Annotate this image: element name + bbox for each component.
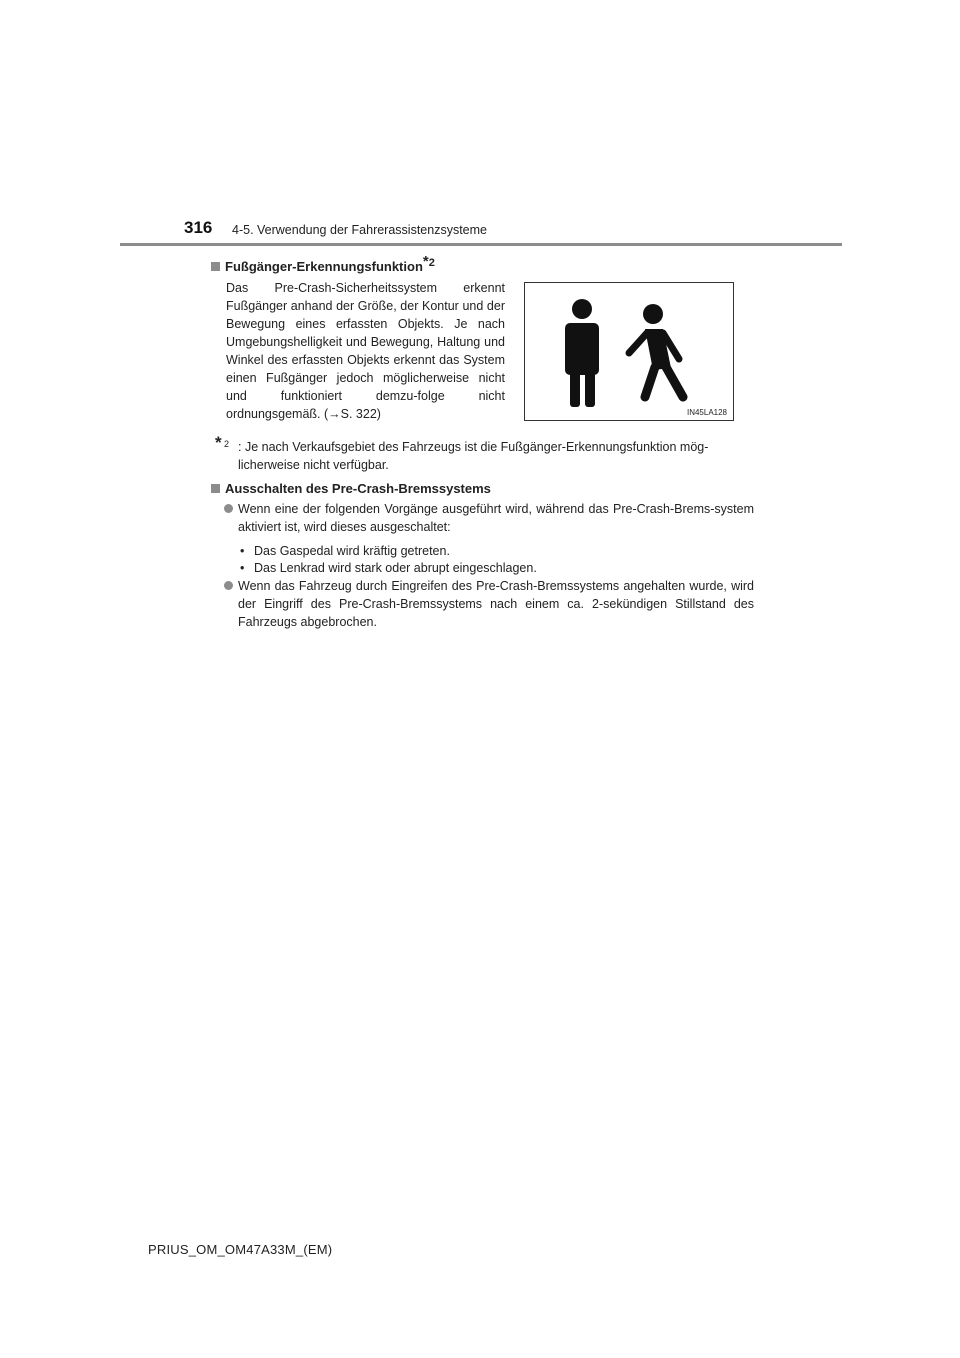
pedestrian-body-text: Das Pre-Crash-Sicherheitssystem erkennt Fußgänger anhand der Größe, der Kontur und der Bewegung eines erfassten Objekts. Je nach Umgebungshelligkeit und Bewegung, Haltung und Winkel des erfassten Objekts erkennt das System einen Fußgänger jedoch möglicherweise nicht und funktioniert demzu-folge nicht ordnungsgemäß. (→S. 322)	[226, 281, 505, 421]
disable-heading-title: Ausschalten des Pre-Crash-Bremssystems	[225, 481, 491, 496]
sub-bullet-mark: •	[240, 561, 245, 575]
footnote-text: : Je nach Verkaufsgebiet des Fahrzeugs ist die Fußgänger-Erkennungsfunktion mög-licherweise nicht verfügbar.	[238, 440, 709, 472]
disable-heading	[211, 481, 491, 496]
sub-list-item-2	[240, 559, 537, 577]
footnote-mark: *	[215, 433, 222, 452]
bullet-item-1	[238, 500, 754, 536]
sub-list-item-2-text: Das Lenkrad wird stark oder abrupt eingeschlagen.	[254, 561, 537, 575]
sub-list-item-1	[240, 542, 450, 560]
page-number: 316	[184, 218, 213, 237]
walking-person-icon	[629, 304, 683, 397]
footer-document-code: PRIUS_OM_OM47A33M_(EM)	[148, 1242, 333, 1257]
pedestrian-figure	[524, 282, 734, 421]
square-bullet-icon	[211, 262, 220, 271]
footnote-number: 2	[224, 439, 230, 449]
header-rule	[120, 243, 842, 246]
sub-bullet-mark: •	[240, 544, 245, 558]
bullet-item-2-text: Wenn das Fahrzeug durch Eingreifen des Pre-Crash-Bremssystems angehalten wurde, wird der Eingriff des Pre-Crash-Bremssystems nach einem ca. 2-sekündigen Stillstand des Fahrzeugs abgebrochen.	[238, 579, 754, 629]
bullet-item-2	[238, 577, 754, 631]
section-title: 4-5. Verwendung der Fahrerassistenzsysteme	[232, 223, 487, 237]
circle-bullet-icon	[224, 581, 233, 590]
footnote	[215, 433, 755, 474]
standing-person-icon	[565, 299, 599, 407]
pedestrian-heading-footnote-ref: *2	[422, 253, 435, 270]
sub-list-item-1-text: Das Gaspedal wird kräftig getreten.	[254, 544, 450, 558]
circle-bullet-icon	[224, 504, 233, 513]
square-bullet-icon	[211, 484, 220, 493]
figure-code: IN45LA128	[686, 408, 727, 417]
pedestrian-heading-title: Fußgänger-Erkennungsfunktion	[225, 259, 423, 274]
bullet-item-1-text: Wenn eine der folgenden Vorgänge ausgeführt wird, während das Pre-Crash-Brems-system aktiviert ist, wird dieses ausgeschaltet:	[238, 502, 754, 534]
pedestrian-heading	[211, 253, 435, 274]
